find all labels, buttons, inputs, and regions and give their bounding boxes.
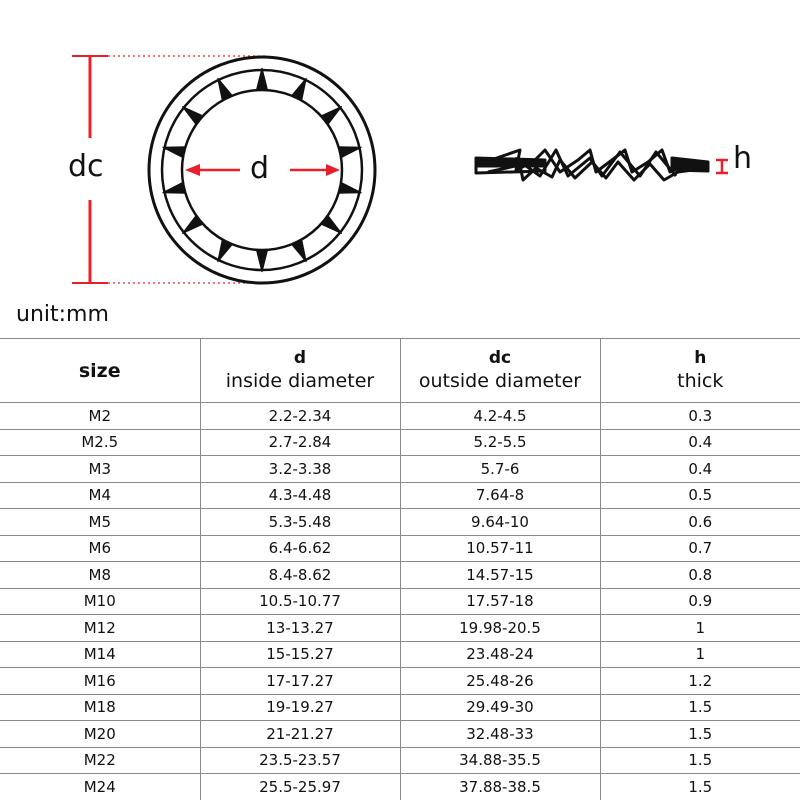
header-d-caption: inside diameter (225, 369, 375, 392)
table-row (0, 562, 800, 589)
cell-inside-diameter: 25.5-25.97 (200, 774, 400, 800)
washer-tooth (218, 240, 233, 262)
cell-size: M5 (0, 509, 200, 536)
cell-size: M14 (0, 641, 200, 668)
dc-label: dc (68, 149, 104, 184)
cell-thickness: 0.9 (600, 588, 800, 615)
table-row (0, 747, 800, 774)
cell-outside-diameter: 5.2-5.5 (400, 429, 600, 456)
table-row (0, 509, 800, 536)
cell-size: M18 (0, 694, 200, 721)
cell-thickness: 1.5 (600, 747, 800, 774)
table-row (0, 535, 800, 562)
header-h-symbol: h (694, 347, 707, 368)
table-row (0, 429, 800, 456)
cell-thickness: 0.6 (600, 509, 800, 536)
cell-thickness: 0.5 (600, 482, 800, 509)
cell-inside-diameter: 13-13.27 (200, 615, 400, 642)
washer-tooth (256, 250, 267, 272)
header-d-symbol: d (293, 347, 307, 368)
cell-thickness: 1.5 (600, 774, 800, 800)
cell-outside-diameter: 5.7-6 (400, 456, 600, 483)
cell-inside-diameter: 19-19.27 (200, 694, 400, 721)
table-row (0, 615, 800, 642)
washer-tooth (163, 147, 186, 158)
table-row (0, 456, 800, 483)
spec-table (0, 338, 800, 800)
cell-thickness: 0.3 (600, 403, 800, 430)
cell-inside-diameter: 21-21.27 (200, 721, 400, 748)
cell-inside-diameter: 4.3-4.48 (200, 482, 400, 509)
washer-diagram (0, 0, 800, 340)
cell-inside-diameter: 2.7-2.84 (200, 429, 400, 456)
cell-size: M12 (0, 615, 200, 642)
cell-inside-diameter: 6.4-6.62 (200, 535, 400, 562)
washer-side-view-icon (476, 150, 708, 180)
header-size (0, 339, 200, 403)
header-outside-diameter (400, 339, 600, 403)
table-row (0, 721, 800, 748)
header-dc-caption: outside diameter (418, 369, 582, 392)
cell-size: M16 (0, 668, 200, 695)
washer-tooth (339, 182, 362, 193)
cell-inside-diameter: 15-15.27 (200, 641, 400, 668)
cell-outside-diameter: 37.88-38.5 (400, 774, 600, 800)
washer-tooth (256, 68, 267, 90)
header-inside-diameter (200, 339, 400, 403)
table-row (0, 774, 800, 800)
washer-tooth (339, 147, 362, 158)
cell-inside-diameter: 23.5-23.57 (200, 747, 400, 774)
cell-thickness: 0.4 (600, 456, 800, 483)
cell-outside-diameter: 17.57-18 (400, 588, 600, 615)
cell-inside-diameter: 3.2-3.38 (200, 456, 400, 483)
cell-size: M3 (0, 456, 200, 483)
table-row (0, 694, 800, 721)
cell-inside-diameter: 8.4-8.62 (200, 562, 400, 589)
header-h-caption: thick (677, 369, 724, 392)
washer-tooth (218, 78, 233, 100)
cell-outside-diameter: 4.2-4.5 (400, 403, 600, 430)
cell-inside-diameter: 10.5-10.77 (200, 588, 400, 615)
h-dimension (716, 160, 728, 173)
cell-outside-diameter: 14.57-15 (400, 562, 600, 589)
cell-thickness: 0.7 (600, 535, 800, 562)
washer-tooth (321, 106, 342, 124)
cell-size: M2.5 (0, 429, 200, 456)
cell-thickness: 1 (600, 615, 800, 642)
cell-outside-diameter: 32.48-33 (400, 721, 600, 748)
cell-inside-diameter: 2.2-2.34 (200, 403, 400, 430)
cell-size: M8 (0, 562, 200, 589)
header-size-caption: size (78, 359, 121, 382)
cell-thickness: 0.8 (600, 562, 800, 589)
cell-outside-diameter: 34.88-35.5 (400, 747, 600, 774)
cell-size: M6 (0, 535, 200, 562)
h-label: h (733, 141, 753, 176)
table-header-row (0, 339, 800, 403)
cell-size: M24 (0, 774, 200, 800)
cell-thickness: 1.2 (600, 668, 800, 695)
cell-size: M2 (0, 403, 200, 430)
washer-tooth (182, 106, 203, 124)
cell-size: M4 (0, 482, 200, 509)
d-label: d (250, 151, 270, 186)
cell-size: M10 (0, 588, 200, 615)
cell-outside-diameter: 23.48-24 (400, 641, 600, 668)
washer-tooth (163, 182, 186, 193)
cell-outside-diameter: 25.48-26 (400, 668, 600, 695)
cell-inside-diameter: 5.3-5.48 (200, 509, 400, 536)
cell-thickness: 0.4 (600, 429, 800, 456)
header-thickness (600, 339, 800, 403)
table-row (0, 668, 800, 695)
cell-outside-diameter: 29.49-30 (400, 694, 600, 721)
cell-outside-diameter: 10.57-11 (400, 535, 600, 562)
diagram-canvas (0, 0, 800, 340)
cell-inside-diameter: 17-17.27 (200, 668, 400, 695)
cell-outside-diameter: 9.64-10 (400, 509, 600, 536)
cell-thickness: 1 (600, 641, 800, 668)
washer-tooth (292, 240, 307, 262)
cell-size: M20 (0, 721, 200, 748)
cell-outside-diameter: 7.64-8 (400, 482, 600, 509)
cell-size: M22 (0, 747, 200, 774)
washer-tooth (182, 215, 203, 233)
table-row (0, 641, 800, 668)
unit-label: unit:mm (16, 302, 109, 327)
cell-thickness: 1.5 (600, 721, 800, 748)
table-row (0, 403, 800, 430)
cell-thickness: 1.5 (600, 694, 800, 721)
washer-tooth (292, 78, 307, 100)
table-row (0, 588, 800, 615)
header-dc-symbol: dc (488, 347, 512, 368)
washer-tooth (321, 215, 342, 233)
cell-outside-diameter: 19.98-20.5 (400, 615, 600, 642)
table-row (0, 482, 800, 509)
